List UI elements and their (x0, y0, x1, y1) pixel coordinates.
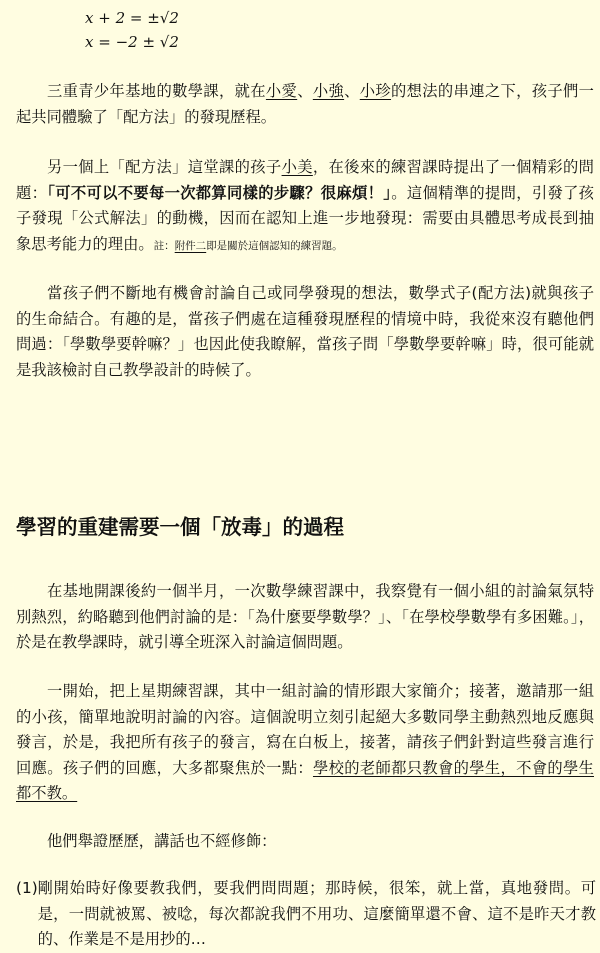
paragraph-5 (16, 679, 594, 807)
student-name-xiaozhen: 小珍 (359, 82, 392, 100)
appendix-link[interactable]: 附件二 (174, 239, 207, 252)
paragraph-3: 當孩子們不斷地有機會討論自己或同學發現的想法，數學式子(配方法)就與孩子的生命結合。有趣的是，當孩子們處在這種發現歷程的情境中時，我從來沒有聽他們問過：「學數學要幹嘛？」也因此使我瞭解，當孩子問「學數學要幹嘛」時，很可能就是我該檢討自己教學設計的時候了。 (16, 284, 594, 379)
testimony-list (16, 876, 596, 953)
note-text: 即是關於這個認知的練習題。 (206, 239, 343, 252)
paragraph-text: 一開始，把上星期練習課，其中一組討論的情形跟大家簡介；接著，邀請那一組的小孩，簡單地說明討論的內容。這個說明立刻引起絕大多數同學主動熱烈地反應與發言，於是，我把所有孩子的發言，寫在白板上，接著，請孩子們針對這些發言進行回應。孩子們的回應，大多都聚焦於一點： (16, 682, 594, 777)
paragraph-text: 另一個上「配方法」這堂課的孩子 (47, 158, 282, 176)
equation-line-2: x = −2 ± √2 (85, 33, 179, 51)
student-question-quote: 「可不可以不要每一次都算同樣的步驟？很麻煩！」 (47, 183, 392, 202)
list-item (16, 876, 596, 953)
paragraph-6: 他們舉證歷歷，講話也不經修飾： (47, 832, 277, 850)
key-finding: 學校的老師都只教會的學生，不會的學生都不教。 (16, 758, 594, 802)
list-item-text: 剛開始時好像要教我們，要我們問問題；那時候，很笨，就上當，真地發問。可是，一問就被罵、被唸，每次都說我們不用功、這麼簡單還不會、這不是昨天才教的、作業是不是用抄的… (37, 879, 596, 948)
student-name-xiaomei: 小美 (281, 158, 313, 176)
paragraph-2 (16, 155, 594, 259)
section-heading: 學習的重建需要一個「放毒」的過程 (16, 515, 344, 539)
separator: 、 (297, 82, 313, 100)
equation-line-1: x + 2 = ±√2 (85, 9, 179, 27)
note-label: 註： (153, 239, 175, 252)
paragraph-text: ，在後來的練習課時提出了一個精彩的問題： (16, 158, 594, 202)
separator: 、 (344, 82, 360, 100)
paragraph-text: 的想法的串連之下，孩子們一起共同體驗了「配方法」的發現歷程。 (16, 82, 594, 126)
student-name-xiaoqiang: 小強 (312, 82, 345, 100)
paragraph-1 (16, 79, 594, 130)
paragraph-4: 在基地開課後約一個半月，一次數學練習課中，我察覺有一個小組的討論氣氛特別熱烈，約略聽到他們討論的是：「為什麼要學數學？」、「在學校學數學有多困難。」，於是在教學課時，就引導全班深入討論這個問題。 (16, 582, 594, 651)
paragraph-text: 。這個精準的提問，引發了孩子發現「公式解法」的動機，因而在認知上進一步地發現：需要由具體思考成長到抽象思考能力的理由。 (16, 183, 594, 253)
list-marker: (1) (16, 879, 38, 897)
student-name-xiaoai: 小愛 (265, 82, 298, 100)
paragraph-text: 三重青少年基地的數學課，就在 (47, 82, 266, 100)
